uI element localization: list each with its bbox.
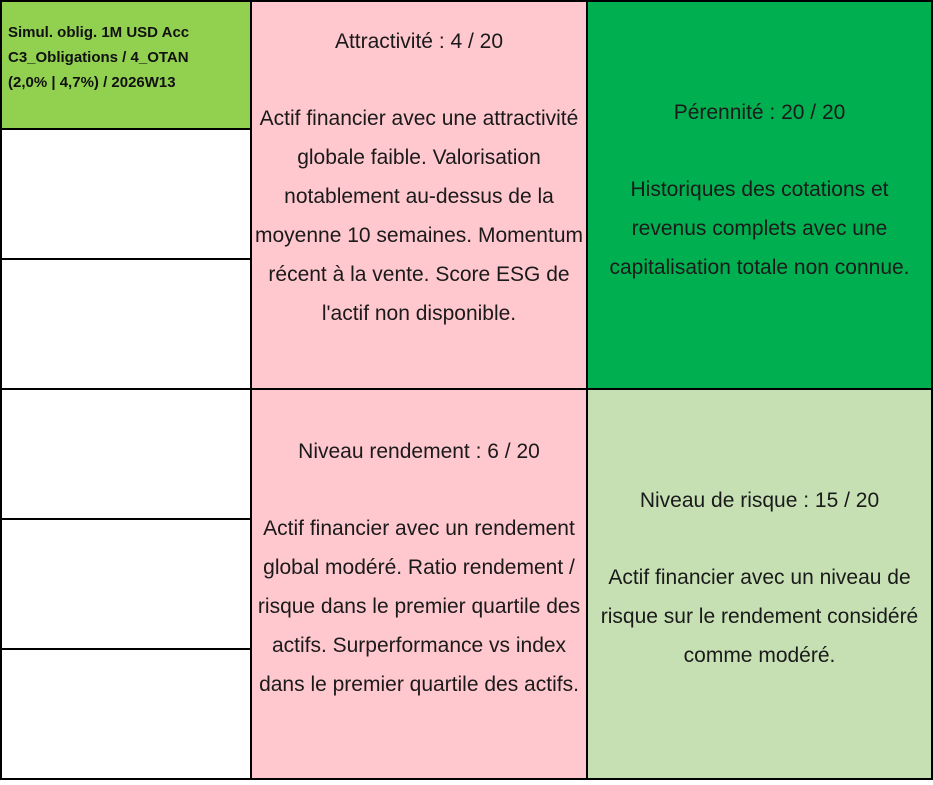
asset-category: C3_Obligations / 4_OTAN	[8, 49, 189, 66]
attractivite-description: Actif financier avec une attractivité globale faible. Valorisation notablement au-dessus de la moyenne 10 semaines. Momentum récent à la vente. Score ESG de l'actif non disponible.	[255, 107, 583, 325]
empty-cell	[0, 518, 252, 650]
empty-cell	[0, 388, 252, 520]
empty-cell	[0, 258, 252, 390]
risque-card	[586, 388, 933, 780]
rendement-card	[250, 388, 588, 780]
asset-header	[0, 0, 252, 130]
perennite-description: Historiques des cotations et revenus complets avec une capitalisation totale non connue.	[609, 178, 910, 279]
asset-stats: (2,0% | 4,7%) / 2026W13	[8, 74, 176, 91]
risque-title: Niveau de risque : 15 / 20	[639, 489, 880, 512]
attractivite-title: Attractivité : 4 / 20	[334, 30, 504, 53]
asset-name: Simul. oblig. 1M USD Acc	[8, 24, 190, 41]
empty-cell	[0, 128, 252, 260]
risque-description: Actif financier avec un niveau de risque sur le rendement considéré comme modéré.	[600, 566, 919, 667]
perennite-title: Pérennité : 20 / 20	[673, 101, 846, 124]
perennite-card	[586, 0, 933, 390]
attractivite-card	[250, 0, 588, 390]
rendement-description: Actif financier avec un rendement global modéré. Ratio rendement / risque dans le premier quartile des actifs. Surperformance vs index dans le premier quartile des actifs.	[257, 517, 581, 696]
rendement-title: Niveau rendement : 6 / 20	[298, 440, 540, 463]
empty-cell	[0, 648, 252, 780]
